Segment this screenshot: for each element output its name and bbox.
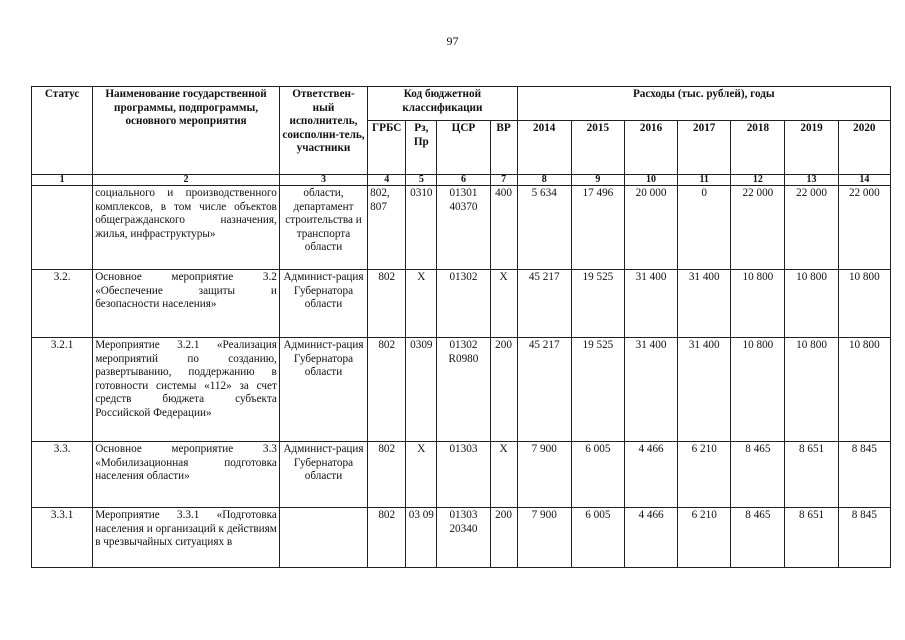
row-value: 10 800: [785, 338, 838, 442]
header-responsible: Ответствен-ный исполнитель, соисполни-тель, участники: [279, 87, 367, 175]
header-year: 2018: [731, 121, 785, 175]
row-value: 19 525: [571, 338, 624, 442]
header-rzpr: Рз, Пр: [406, 121, 437, 175]
header-year: 2014: [517, 121, 571, 175]
row-value: 4 466: [624, 508, 677, 568]
row-value: 6 005: [571, 508, 624, 568]
row-csr: 01302 R0980: [437, 338, 490, 442]
column-number: 2: [93, 175, 280, 186]
row-value: 8 651: [785, 442, 838, 508]
column-number: 5: [406, 175, 437, 186]
row-value: 6 005: [571, 442, 624, 508]
column-number: 14: [838, 175, 890, 186]
row-value: 6 210: [678, 508, 731, 568]
row-value: 8 651: [785, 508, 838, 568]
row-status: 3.2.: [32, 270, 93, 338]
column-number: 3: [279, 175, 367, 186]
header-grbs: ГРБС: [368, 121, 406, 175]
column-number: 7: [490, 175, 517, 186]
row-value: 31 400: [624, 338, 677, 442]
budget-table: [31, 86, 891, 568]
row-grbs: 802: [368, 270, 406, 338]
row-responsible: области, департамент строительства и транспорта области: [279, 186, 367, 270]
header-status: Статус: [32, 87, 93, 175]
row-value: 20 000: [624, 186, 677, 270]
header-year: 2020: [838, 121, 890, 175]
row-value: 10 800: [838, 270, 890, 338]
row-value: 31 400: [678, 270, 731, 338]
row-csr: 01303: [437, 442, 490, 508]
column-number: 13: [785, 175, 838, 186]
column-number: 4: [368, 175, 406, 186]
row-csr: 01301 40370: [437, 186, 490, 270]
row-value: 10 800: [731, 338, 785, 442]
row-status: 3.2.1: [32, 338, 93, 442]
row-value: 7 900: [517, 508, 571, 568]
row-responsible: Админист-рация Губернатора области: [279, 270, 367, 338]
header-year: 2017: [678, 121, 731, 175]
row-value: 8 845: [838, 442, 890, 508]
row-value: 17 496: [571, 186, 624, 270]
header-expenses: Расходы (тыс. рублей), годы: [517, 87, 890, 121]
row-rzpr: X: [406, 270, 437, 338]
column-number: 10: [624, 175, 677, 186]
row-name: Основное мероприятие 3.2 «Обеспечение защиты и безопасности населения»: [93, 270, 280, 338]
table-row: [32, 508, 891, 568]
row-rzpr: X: [406, 442, 437, 508]
row-value: 6 210: [678, 442, 731, 508]
header-name: Наименование государственной программы, подпрограммы, основного мероприятия: [93, 87, 280, 175]
row-responsible: [279, 508, 367, 568]
row-vr: X: [490, 270, 517, 338]
row-value: 19 525: [571, 270, 624, 338]
row-value: 45 217: [517, 338, 571, 442]
page-number: 97: [446, 34, 459, 48]
row-value: 7 900: [517, 442, 571, 508]
row-value: 31 400: [624, 270, 677, 338]
row-vr: 400: [490, 186, 517, 270]
row-vr: 200: [490, 508, 517, 568]
row-csr: 01302: [437, 270, 490, 338]
row-name: Мероприятие 3.3.1 «Подготовка населения и организаций к действиям в чрезвычайных ситуациях в: [93, 508, 280, 568]
row-grbs: 802: [368, 338, 406, 442]
row-value: 5 634: [517, 186, 571, 270]
row-grbs: 802: [368, 442, 406, 508]
row-value: 0: [678, 186, 731, 270]
row-vr: 200: [490, 338, 517, 442]
row-vr: X: [490, 442, 517, 508]
row-value: 45 217: [517, 270, 571, 338]
column-number: 11: [678, 175, 731, 186]
header-year: 2016: [624, 121, 677, 175]
row-status: 3.3.1: [32, 508, 93, 568]
row-value: 10 800: [785, 270, 838, 338]
header-year: 2019: [785, 121, 838, 175]
row-grbs: 802, 807: [368, 186, 406, 270]
row-status: [32, 186, 93, 270]
header-csr: ЦСР: [437, 121, 490, 175]
row-name: социального и производственного комплексов, в том числе объектов общегражданского назначения, жилья, инфраструктуры»: [93, 186, 280, 270]
row-value: 31 400: [678, 338, 731, 442]
row-status: 3.3.: [32, 442, 93, 508]
row-value: 8 845: [838, 508, 890, 568]
row-value: 4 466: [624, 442, 677, 508]
header-year: 2015: [571, 121, 624, 175]
header-budget-code: Код бюджетной классификации: [368, 87, 517, 121]
table-row: [32, 338, 891, 442]
row-name: Мероприятие 3.2.1 «Реализация мероприятий по созданию, развертыванию, поддержанию в готовности системы «112» за счет средств бюджета субъекта Российской Федерации»: [93, 338, 280, 442]
column-number: 9: [571, 175, 624, 186]
column-number: 8: [517, 175, 571, 186]
row-rzpr: 0309: [406, 338, 437, 442]
table-row: [32, 442, 891, 508]
column-number: 6: [437, 175, 490, 186]
row-responsible: Админист-рация Губернатора области: [279, 338, 367, 442]
row-value: 10 800: [731, 270, 785, 338]
row-rzpr: 03 09: [406, 508, 437, 568]
header-vr: ВР: [490, 121, 517, 175]
column-numbers-row: [32, 175, 891, 186]
row-value: 22 000: [731, 186, 785, 270]
table-row: [32, 270, 891, 338]
row-csr: 01303 20340: [437, 508, 490, 568]
row-value: 10 800: [838, 338, 890, 442]
row-responsible: Админист-рация Губернатора области: [279, 442, 367, 508]
row-value: 8 465: [731, 508, 785, 568]
column-number: 1: [32, 175, 93, 186]
column-number: 12: [731, 175, 785, 186]
row-grbs: 802: [368, 508, 406, 568]
row-name: Основное мероприятие 3.3 «Мобилизационная подготовка населения области»: [93, 442, 280, 508]
table-row: [32, 186, 891, 270]
row-value: 22 000: [838, 186, 890, 270]
row-value: 8 465: [731, 442, 785, 508]
row-rzpr: 0310: [406, 186, 437, 270]
row-value: 22 000: [785, 186, 838, 270]
